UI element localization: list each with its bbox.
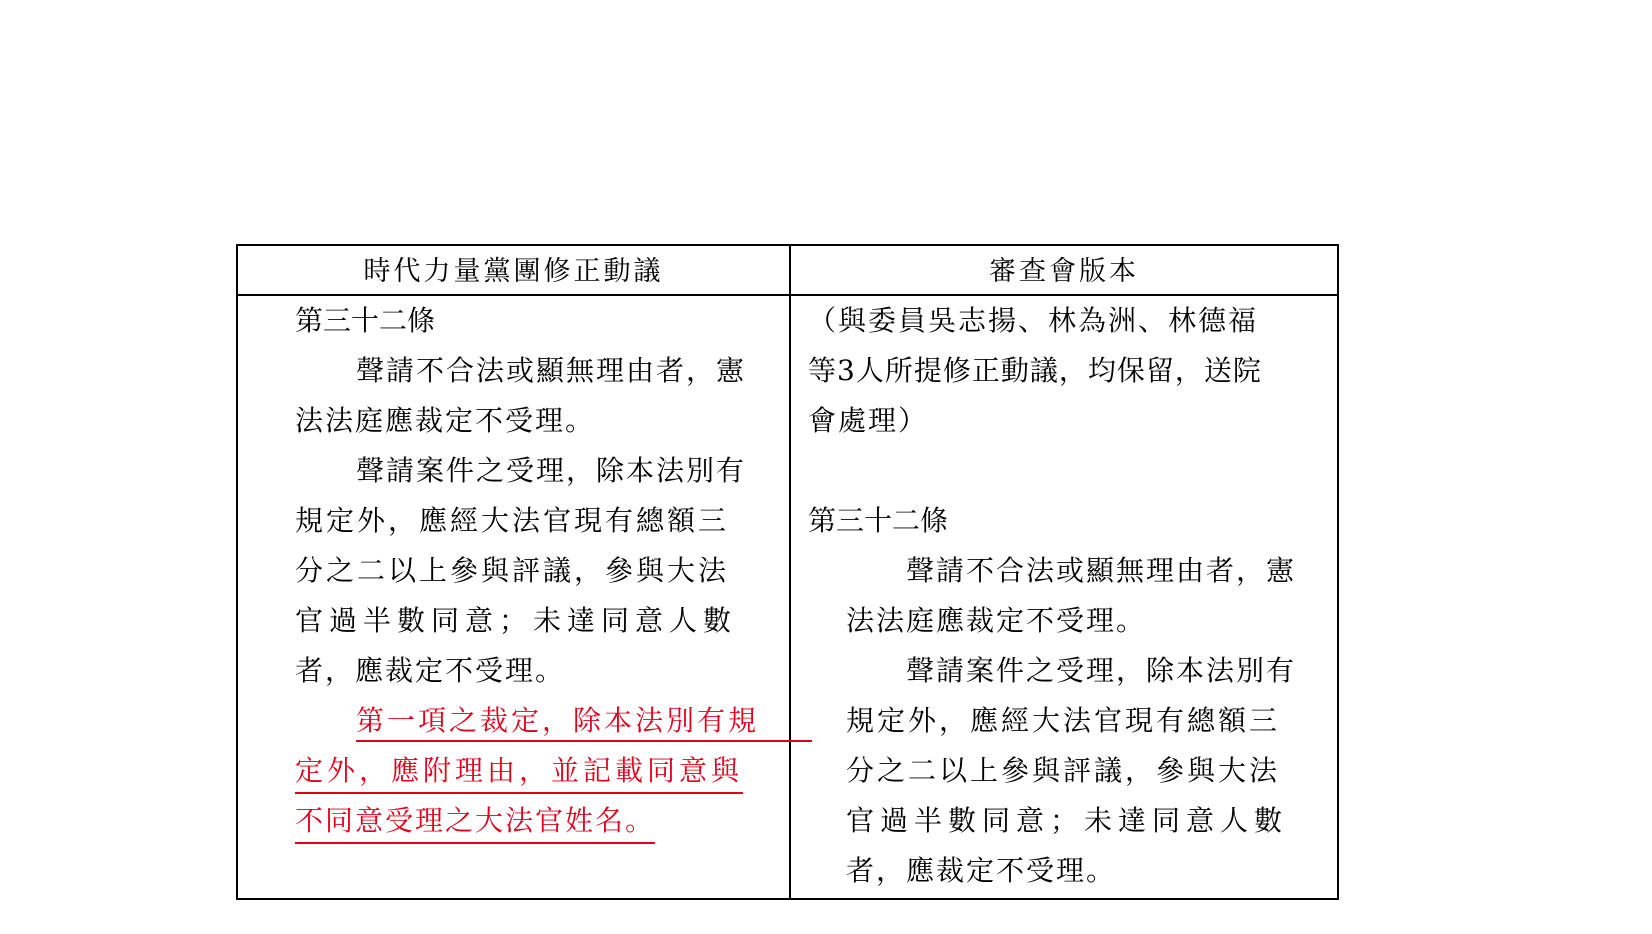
column-divider: [789, 246, 791, 898]
left-para2-line4: 官過半數同意；未達同意人數: [295, 604, 738, 637]
left-para2-line1: 聲請案件之受理，除本法別有: [356, 454, 747, 487]
right-para2-line5: 者，應裁定不受理。: [846, 854, 1117, 887]
left-added-line3: 不同意受理之大法官姓名。: [295, 796, 655, 844]
header-right: 審查會版本: [989, 256, 1139, 287]
left-para1-line2: 法法庭應裁定不受理。: [295, 404, 596, 437]
right-para2-line4: 官過半數同意；未達同意人數: [846, 804, 1289, 837]
right-note-line3: 會處理）: [808, 404, 929, 437]
right-article-title: 第三十二條: [808, 504, 949, 537]
left-added-line2: 定外，應附理由，並記載同意與: [295, 746, 743, 794]
comparison-table: [236, 244, 1339, 900]
left-para2-line2: 規定外，應經大法官現有總額三: [295, 504, 730, 537]
right-para2-line1: 聲請案件之受理，除本法別有: [906, 654, 1297, 687]
left-para2-line3: 分之二以上參與評議，參與大法: [295, 554, 730, 587]
left-added-line1: 第一項之裁定，除本法別有規: [356, 696, 812, 742]
right-note-line1: （與委員吳志揚、林為洲、林德福: [808, 304, 1259, 337]
header-left: 時代力量黨團修正動議: [363, 256, 664, 287]
right-para1-line1: 聲請不合法或顯無理由者，憲: [906, 554, 1297, 587]
right-para1-line2: 法法庭應裁定不受理。: [846, 604, 1147, 637]
left-para2-line5: 者，應裁定不受理。: [295, 654, 566, 687]
left-article-title: 第三十二條: [295, 304, 436, 337]
right-note-line2: 等3人所提修正動議，均保留，送院: [808, 354, 1262, 387]
right-para2-line3: 分之二以上參與評議，參與大法: [846, 754, 1281, 787]
right-para2-line2: 規定外，應經大法官現有總額三: [846, 704, 1281, 737]
left-para1-line1: 聲請不合法或顯無理由者，憲: [356, 354, 747, 387]
